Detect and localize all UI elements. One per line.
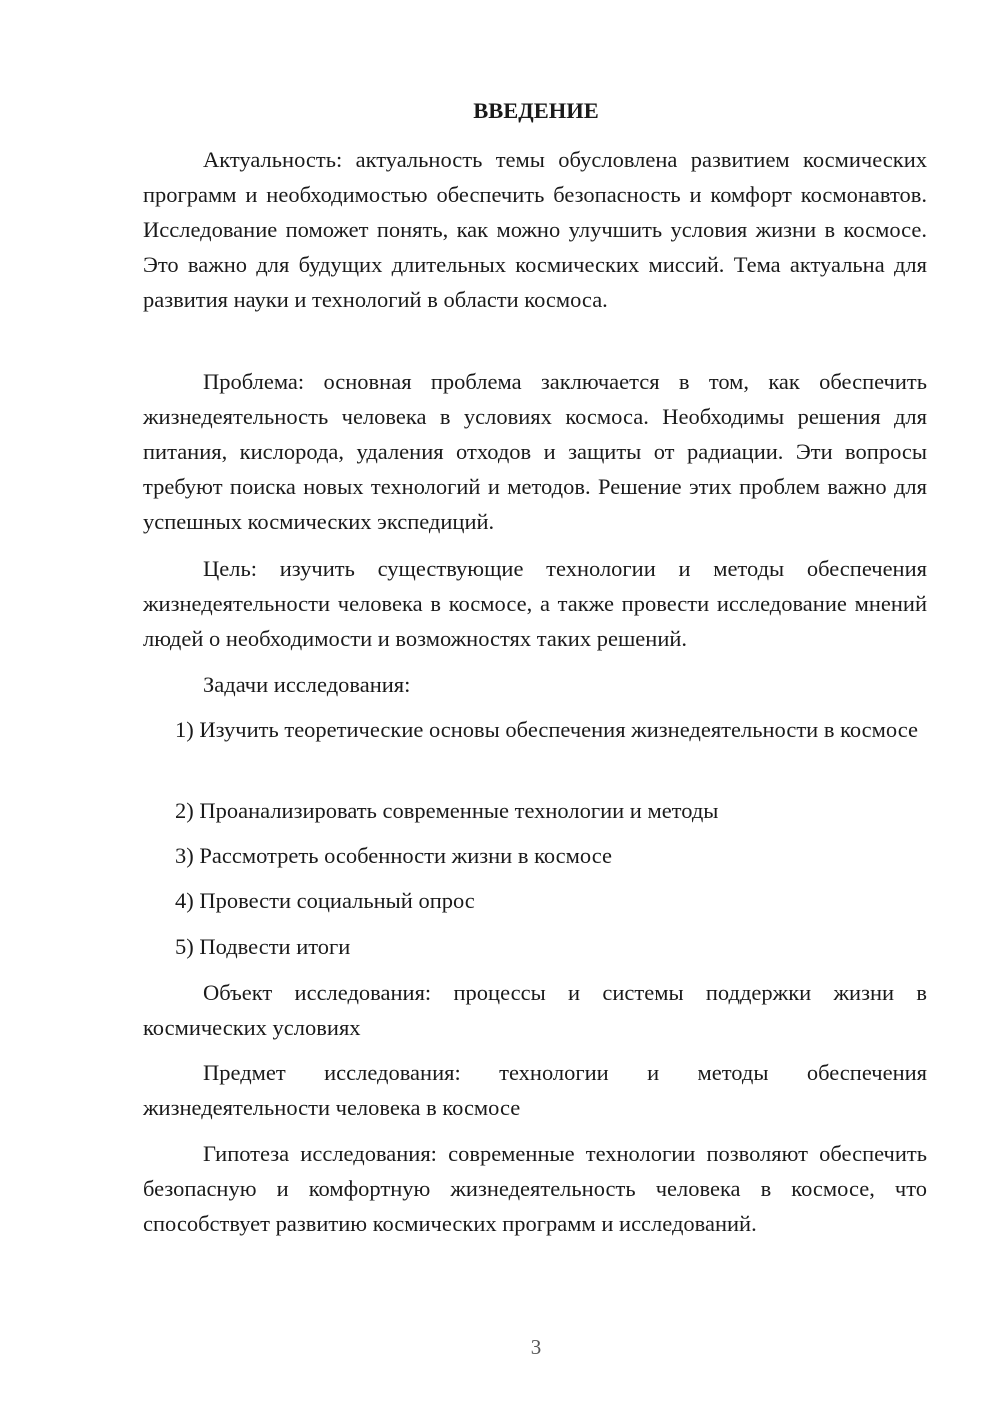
task-list-item: 4) Провести социальный опрос	[175, 888, 475, 913]
task-item-3-section	[143, 838, 927, 873]
object-paragraph: Объект исследования: процессы и системы поддержки жизни в космических условиях	[143, 980, 927, 1040]
hypothesis-paragraph: Гипотеза исследования: современные технологии позволяют обеспечить безопасную и комфортную жизнедеятельность человека в космосе, что способствует развитию космических программ и исследований.	[143, 1141, 927, 1236]
object-section	[143, 975, 927, 1045]
relevance-section	[143, 142, 927, 317]
page-number: 3	[530, 1335, 542, 1359]
task-list-item: 1) Изучить теоретические основы обеспечения жизнедеятельности в космосе	[175, 717, 918, 742]
tasks-title: Задачи исследования:	[203, 672, 411, 697]
task-list-item: 3) Рассмотреть особенности жизни в космосе	[175, 843, 612, 868]
task-item-4-section	[143, 883, 927, 918]
task-item-5-section	[143, 929, 927, 964]
subject-section	[143, 1055, 927, 1125]
hypothesis-section	[143, 1136, 927, 1241]
problem-paragraph: Проблема: основная проблема заключается в том, как обеспечить жизнедеятельность человека в условиях космоса. Необходимы решения для питания, кислорода, удаления отходов и защиты от радиации. Эти вопросы требуют поиска новых технологий и методов. Решение этих проблем важно для успешных космических экспедиций.	[143, 369, 927, 534]
task-item-2-section	[143, 793, 927, 828]
task-list-item: 5) Подвести итоги	[175, 934, 351, 959]
goal-paragraph: Цель: изучить существующие технологии и методы обеспечения жизнедеятельности человека в космосе, а также провести исследование мнений людей о необходимости и возможностях таких решений.	[143, 556, 927, 651]
relevance-paragraph: Актуальность: актуальность темы обусловлена развитием космических программ и необходимостью обеспечить безопасность и комфорт космонавтов. Исследование поможет понять, как можно улучшить условия жизни в космосе. Это важно для будущих длительных космических миссий. Тема актуальна для развития науки и технологий в области космоса.	[143, 147, 927, 312]
tasks-title-section	[143, 667, 927, 702]
subject-paragraph: Предмет исследования: технологии и методы обеспечения жизнедеятельности человека в космосе	[143, 1060, 927, 1120]
problem-section	[143, 364, 927, 539]
task-list-item: 2) Проанализировать современные технологии и методы	[175, 798, 719, 823]
goal-section	[143, 551, 927, 656]
page-title: ВВЕДЕНИЕ	[473, 98, 599, 123]
task-item-1-section	[143, 712, 927, 747]
